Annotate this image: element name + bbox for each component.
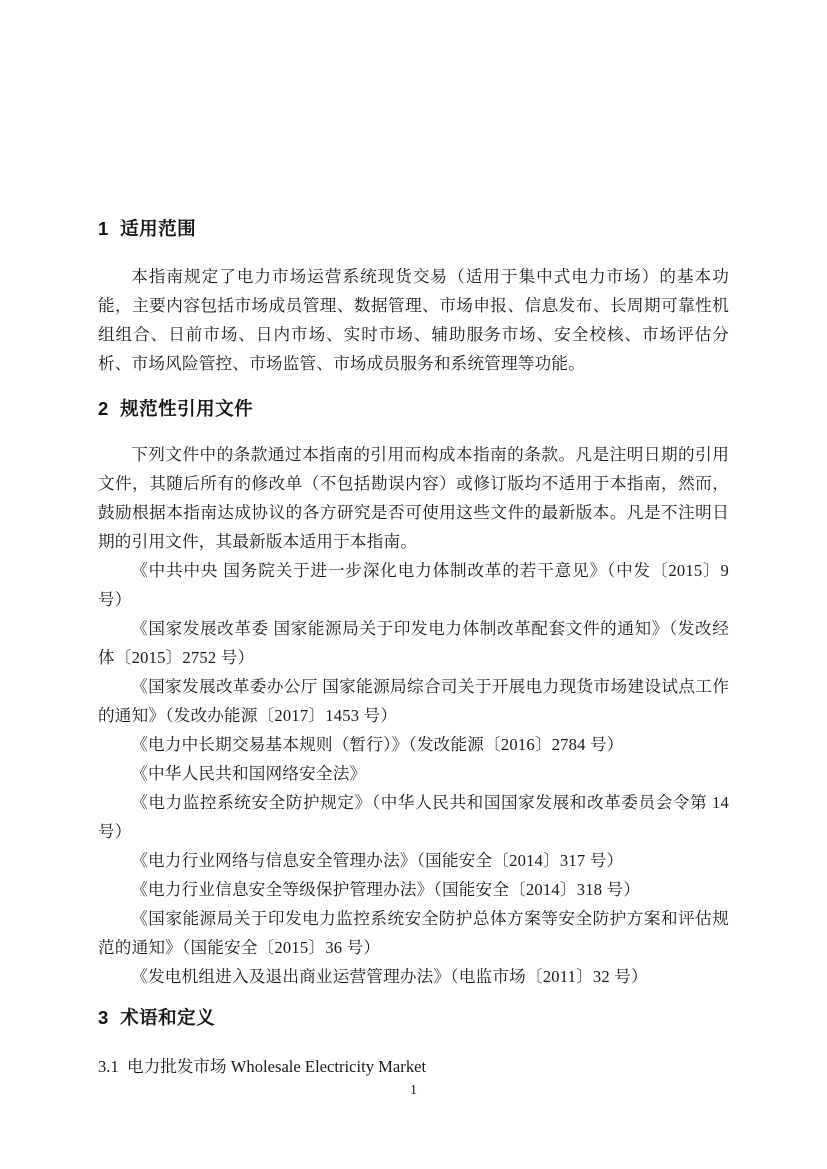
section-2-paragraph: 下列文件中的条款通过本指南的引用而构成本指南的条款。凡是注明日期的引用文件，其随后所有的修改单（不包括勘误内容）或修订版均不适用于本指南，然而，鼓励根据本指南达成协议的各方研究是否可使用这些文件的最新版本。凡是不注明日期的引用文件，其最新版本适用于本指南。 <box>98 445 729 551</box>
page-number: 1 <box>410 1083 417 1098</box>
reference-item: 《电力行业网络与信息安全管理办法》（国能安全〔2014〕317 号） <box>131 851 624 870</box>
document-content <box>98 0 729 1081</box>
reference-item: 《中共中央 国务院关于进一步深化电力体制改革的若干意见》（中发〔2015〕9 号） <box>98 561 729 609</box>
section-2-heading: 2 规范性引用文件 <box>98 398 254 419</box>
reference-item: 《国家能源局关于印发电力监控系统安全防护总体方案等安全防护方案和评估规范的通知》（国能安全〔2015〕36 号） <box>98 909 729 957</box>
section-3-1-heading: 3.1 电力批发市场 Wholesale Electricity Market <box>98 1057 427 1076</box>
reference-item: 《电力行业信息安全等级保护管理办法》（国能安全〔2014〕318 号） <box>131 880 641 899</box>
reference-item: 《国家发展改革委办公厅 国家能源局综合司关于开展电力现货市场建设试点工作的通知》（发改办能源〔2017〕1453 号） <box>98 677 729 725</box>
section-1-heading: 1 适用范围 <box>98 218 197 239</box>
reference-item: 《电力监控系统安全防护规定》（中华人民共和国国家发展和改革委员会令第 14 号） <box>98 793 729 841</box>
reference-item: 《发电机组进入及退出商业运营管理办法》（电监市场〔2011〕32 号） <box>131 967 648 986</box>
section-1-paragraph: 本指南规定了电力市场运营系统现货交易（适用于集中式电力市场）的基本功能，主要内容包括市场成员管理、数据管理、市场申报、信息发布、长周期可靠性机组组合、日前市场、日内市场、实时市场、辅助服务市场、安全校核、市场评估分析、市场风险管控、市场监管、市场成员服务和系统管理等功能。 <box>98 267 729 373</box>
section-3-heading: 3 术语和定义 <box>98 1007 216 1028</box>
reference-item: 《中华人民共和国网络安全法》 <box>131 764 367 783</box>
reference-item: 《国家发展改革委 国家能源局关于印发电力体制改革配套文件的通知》（发改经体〔2015〕2752 号） <box>98 619 729 667</box>
reference-item: 《电力中长期交易基本规则（暂行）》（发改能源〔2016〕2784 号） <box>131 735 624 754</box>
